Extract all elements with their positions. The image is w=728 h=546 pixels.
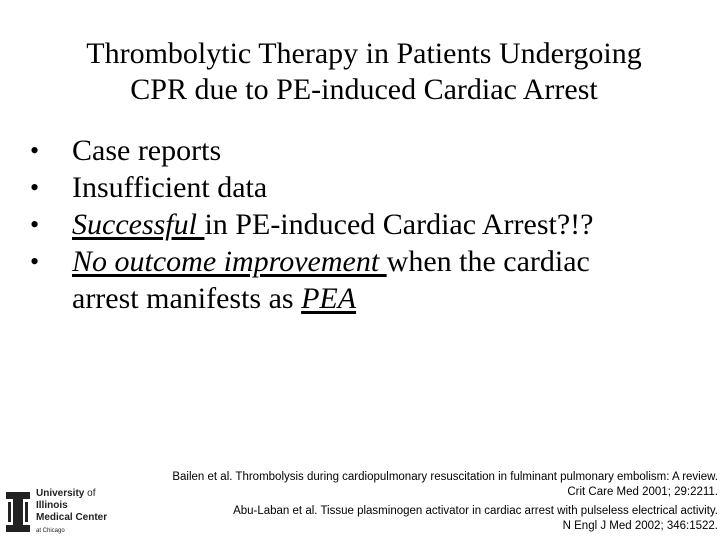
logo-line-4: at Chicago [36,528,65,534]
reference-1 [98,470,718,500]
bullet-item [28,169,708,206]
logo-line-1: University [36,488,85,499]
bullet-text: Case reports [72,134,222,167]
bullet-item [28,206,708,243]
logo-line-3: Medical Center [36,512,108,523]
bullet-list [28,132,708,317]
bullet-text: when the cardiac [386,245,590,278]
logo-of: of [87,488,96,499]
bullet-dot-icon: • [30,173,40,202]
institution-logo [4,488,114,542]
reference-1-citation: Crit Care Med 2001; 29:2211. [567,486,718,498]
logo-text [36,488,107,536]
slide-title [0,36,728,108]
reference-2 [98,504,718,534]
bullet-item [28,243,708,317]
uic-block-i-icon [4,490,32,534]
bullet-dot-icon: • [30,210,40,239]
slide-title-line-1: Thrombolytic Therapy in Patients Undergoing [86,37,642,70]
bullet-text: in PE-induced Cardiac Arrest?!? [204,208,594,241]
bullet-dot-icon: • [30,136,40,165]
bullet-dot-icon: • [30,247,40,276]
reference-2-text: Abu-Laban et al. Tissue plasminogen activator in cardiac arrest with pulseless electrical activity. [233,505,718,517]
bullet-emphasis: Successful [72,208,205,241]
bullet-item [28,132,708,169]
logo-line-2: Illinois [36,500,68,511]
slide-title-line-2: CPR due to PE-induced Cardiac Arrest [130,73,598,106]
bullet-text: Insufficient data [72,171,268,204]
bullet-emphasis-pea: PEA [301,282,357,315]
references [98,470,718,534]
reference-1-text: Bailen et al. Thrombolysis during cardiopulmonary resuscitation in fulminant pulmonary embolism: A review. [172,471,718,483]
bullet-text-continued: arrest manifests as [72,282,302,315]
reference-2-citation: N Engl J Med 2002; 346:1522. [562,520,718,532]
bullet-emphasis: No outcome improvement [72,245,387,278]
